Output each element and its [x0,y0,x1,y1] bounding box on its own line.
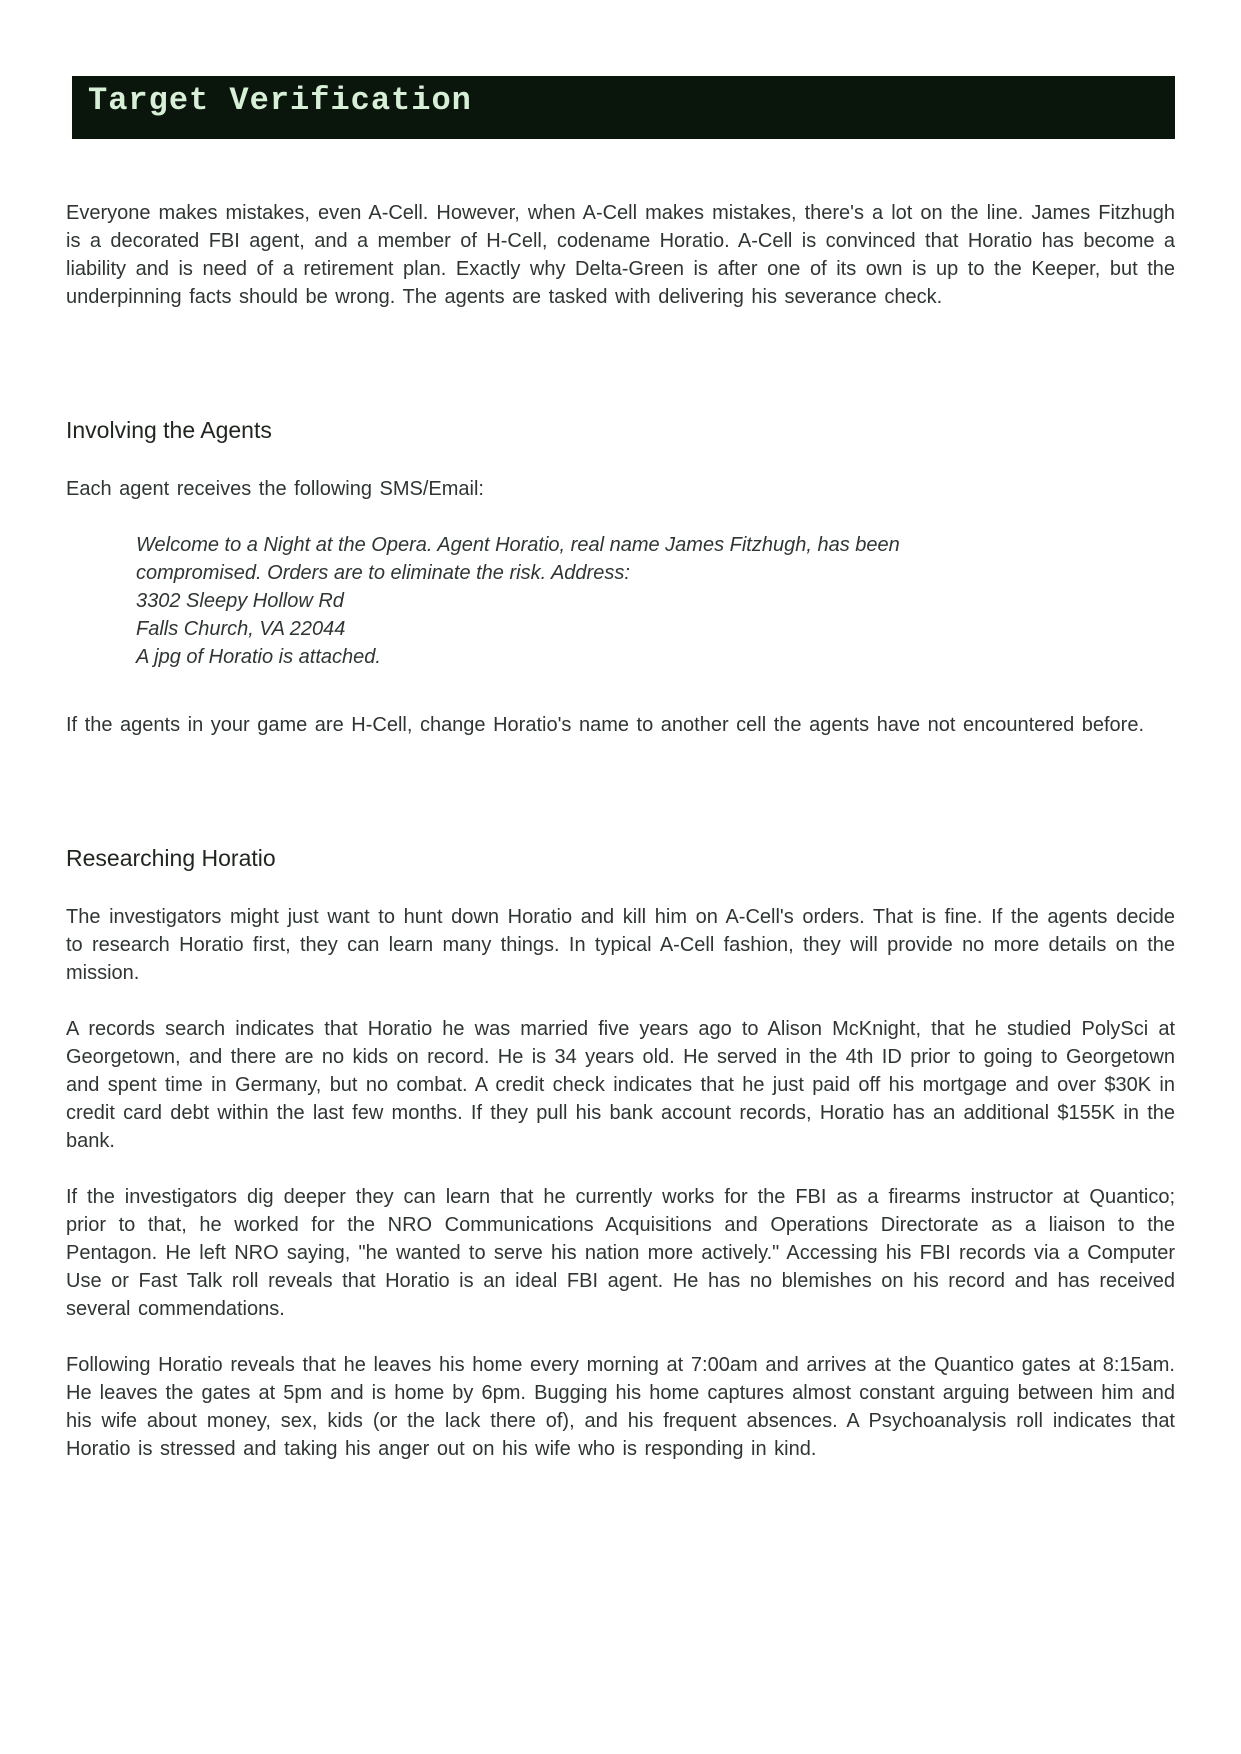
page-title: Target Verification [88,82,472,119]
quote-line-city-state-zip: Falls Church, VA 22044 [136,618,346,640]
researching-paragraph-3: If the investigators dig deeper they can learn that he currently works for the FBI as a firearms instructor at Quantico; prior to that, he worked for the NRO Communications Acquisitions and Operations Directorate as a liaison to the Pentagon. He left NRO saying, "he wanted to serve his nation more actively." Accessing his FBI records via a Computer Use or Fast Talk roll reveals that Horatio is an ideal FBI agent. He has no blemishes on his record and has received several commendations. [66,1186,1175,1320]
h-cell-note-paragraph: If the agents in your game are H-Cell, change Horatio's name to another cell the agents have not encountered before. [66,714,1145,736]
sms-email-lead: Each agent receives the following SMS/Email: [66,478,484,500]
section-heading-involving-the-agents: Involving the Agents [66,417,272,443]
researching-paragraph-4: Following Horatio reveals that he leaves his home every morning at 7:00am and arrives at the Quantico gates at 8:15am. He leaves the gates at 5pm and is home by 6pm. Bugging his home captures almost constant arguing between him and his wife about money, sex, kids (or the lack there of), and his frequent absences. A Psychoanalysis roll indicates that Horatio is stressed and taking his anger out on his wife who is responding in kind. [66,1354,1175,1460]
researching-paragraph-1: The investigators might just want to hunt down Horatio and kill him on A-Cell's orders. That is fine. If the agents decide to research Horatio first, they can learn many things. In typical A-Cell fashion, they will provide no more details on the mission. [66,906,1175,984]
section-heading-researching-horatio: Researching Horatio [66,845,276,871]
quote-line-message: Welcome to a Night at the Opera. Agent Horatio, real name James Fitzhugh, has been compromised. Orders are to eliminate the risk. Address: [136,534,900,584]
quote-line-street-address: 3302 Sleepy Hollow Rd [136,590,344,612]
intro-paragraph: Everyone makes mistakes, even A-Cell. However, when A-Cell makes mistakes, there's a lot on the line. James Fitzhugh is a decorated FBI agent, and a member of H-Cell, codename Horatio. A-Cell is convinced that Horatio has become a liability and is need of a retirement plan. Exactly why Delta-Green is after one of its own is up to the Keeper, but the underpinning facts should be wrong. The agents are tasked with delivering his severance check. [66,202,1175,308]
document-title-bar [72,76,1175,139]
document-body [66,199,1175,1463]
researching-paragraph-2: A records search indicates that Horatio he was married five years ago to Alison McKnight, that he studied PolySci at Georgetown, and there are no kids on record. He is 34 years old. He served in the 4th ID prior to going to Georgetown and spent time in Germany, but no combat. A credit check indicates that he just paid off his mortgage and over $30K in credit card debt within the last few months. If they pull his bank account records, Horatio has an additional $155K in the bank. [66,1018,1175,1152]
quote-line-attachment: A jpg of Horatio is attached. [136,646,381,668]
sms-quote-block [136,531,951,671]
